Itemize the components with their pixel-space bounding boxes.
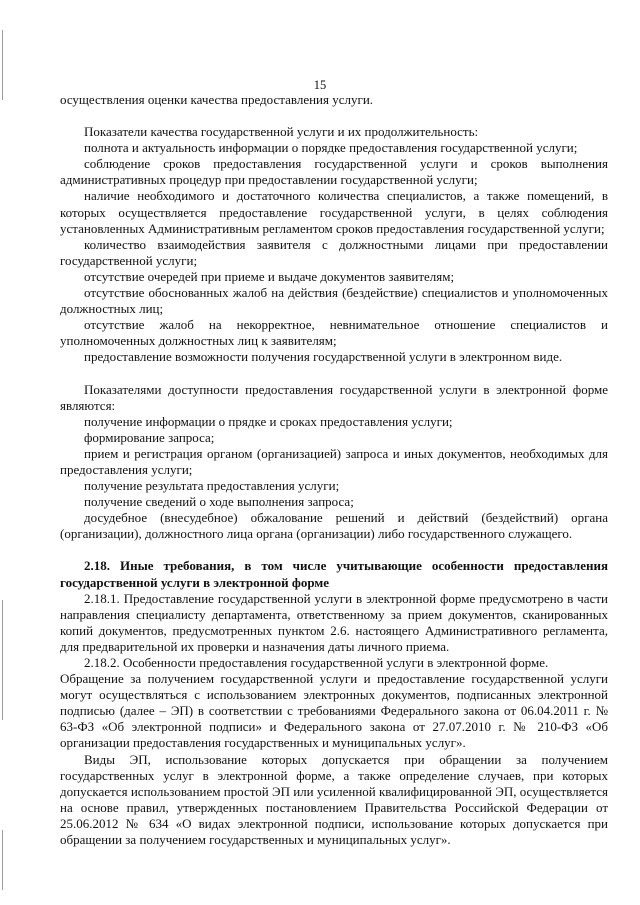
section-paragraph: 2.18.1. Предоставление государственной услуги в электронной форме предусмотрено в части направления специалисту департамента, ответственному за прием документов, сканированных копий документов, предусмотренных пунктом 2.6. настоящего Административного регламента, для предварительной их проверки и назначения даты личного приема. <box>60 590 608 654</box>
page-number: 15 <box>313 78 327 92</box>
quality-item: отсутствие очередей при приеме и выдаче документов заявителям; <box>84 268 455 284</box>
accessibility-item: формирование запроса; <box>84 429 215 445</box>
accessibility-item: получение результата предоставления услуги; <box>84 478 340 494</box>
accessibility-item: прием и регистрация органом (организацией) запроса и иных документов, необходимых для предоставления услуги; <box>60 445 608 477</box>
quality-item: соблюдение сроков предоставления государственной услуги и сроков выполнения административных процедур при предоставлении государственной услуги; <box>60 156 608 188</box>
paragraph-continuation: осуществления оценки качества предоставления услуги. <box>60 92 374 107</box>
quality-item: наличие необходимого и достаточного количества специалистов, а также помещений, в которых осуществляется предоставление государственной услуги, в целях соблюдения установленных Административным регламентом сроков предоставления государственной услуги; <box>60 188 608 236</box>
quality-item: полнота и актуальность информации о порядке предоставления государственной услуги; <box>84 140 578 156</box>
section-paragraph: Виды ЭП, использование которых допускается при обращении за получением государственных услуг в электронной форме, а также определение случаев, при которых допускается использованием простой ЭП или усиленной квалифицированной ЭП, осуществляется на основе правил, утвержденных постановлением Правительства Российской Федерации от 25.06.2012 № 634 «О видах электронной подписи, использование которых допускается при обращении за получением государственных и муниципальных услуг». <box>60 751 608 848</box>
quality-item: отсутствие жалоб на некорректное, невнимательное отношение специалистов и уполномоченных должностных лиц к заявителям; <box>60 317 608 349</box>
quality-item: предоставление возможности получения государственной услуги в электронном виде. <box>84 349 563 365</box>
quality-item: количество взаимодействия заявителя с должностными лицами при предоставлении государственной услуги; <box>60 236 608 268</box>
document-body <box>60 92 608 848</box>
accessibility-heading: Показателями доступности предоставления государственной услуги в электронной форме являются: <box>60 381 608 413</box>
accessibility-item: получение информации о прядке и сроках предоставления услуги; <box>84 413 453 429</box>
scan-edge-mark <box>2 600 3 720</box>
section-paragraph: Обращение за получением государственной услуги и предоставление государственной услуги могут осуществляться с использованием электронных документов, подписанных электронной подписью (далее – ЭП) в соответствии с требованиями Федерального закона от 06.04.2011 г. № 63-ФЗ «Об электронной подписи» и Федерального закона от 27.07.2010 г. № 210-ФЗ «Об организации предоставления государственных и муниципальных услуг». <box>60 671 608 751</box>
quality-item: отсутствие обоснованных жалоб на действия (бездействие) специалистов и уполномоченных должностных лиц; <box>60 285 608 317</box>
quality-heading: Показатели качества государственной услуги и их продолжительность: <box>84 124 479 140</box>
section-heading: 2.18. Иные требования, в том числе учитывающие особенности предоставления государственной услуги в электронной форме <box>60 558 608 590</box>
accessibility-item: получение сведений о ходе выполнения запроса; <box>84 494 354 510</box>
scan-edge-mark <box>2 830 3 890</box>
accessibility-item: досудебное (внесудебное) обжалование решений и действий (бездействий) органа (организации), должностного лица органа (организации) либо государственного служащего. <box>60 510 608 542</box>
section-paragraph: 2.18.2. Особенности предоставления государственной услуги в электронной форме. <box>84 655 549 670</box>
